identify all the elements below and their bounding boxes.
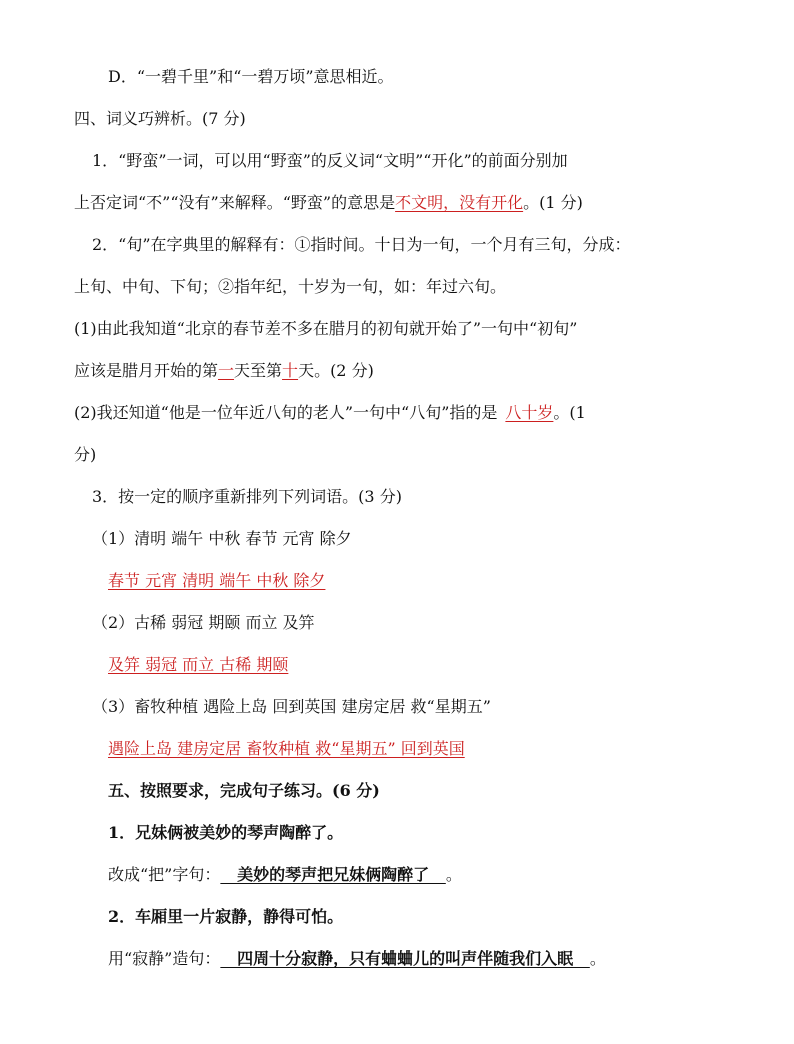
q3-3-answer xyxy=(108,738,465,760)
q3-3-words: （3）畜牧种植 遇险上岛 回到英国 建房定居 救“星期五” xyxy=(92,697,491,716)
s2-prompt: 用“寂静”造句： xyxy=(108,949,221,968)
q3-3-answer-text: 遇险上岛 建房定居 畜牧种植 救“星期五” 回到英国 xyxy=(108,739,465,758)
q3-1-answer-text: 春节 元宵 清明 端午 中秋 除夕 xyxy=(108,571,326,590)
q1-text-cont xyxy=(74,192,583,214)
q2-2-answer: 八十岁 xyxy=(505,403,554,422)
s2-answer: 四周十分寂静，只有蛐蛐儿的叫声伴随我们入眠 xyxy=(220,949,590,968)
q2-2-text-cont: 分) xyxy=(74,445,97,464)
q2-1-middle: 天至第 xyxy=(234,361,283,380)
section-five-heading: 五、按照要求，完成句子练习。(6 分) xyxy=(108,781,380,800)
s1-answer: 美妙的琴声把兄妹俩陶醉了 xyxy=(220,865,446,884)
q2-2-text xyxy=(74,402,586,424)
q1-suffix: 。(1 分) xyxy=(523,193,583,212)
s2-text: 2．车厢里一片寂静，静得可怕。 xyxy=(108,907,344,926)
q2-text-cont: 上旬、中旬、下旬；②指年纪，十岁为一旬，如：年过六旬。 xyxy=(74,277,507,296)
q1-answer: 不文明，没有开化 xyxy=(395,193,524,212)
q1-prefix: 上否定词“不”“没有”来解释。“野蛮”的意思是 xyxy=(74,193,396,212)
q1-text: 1．“野蛮”一词，可以用“野蛮”的反义词“文明”“开化”的前面分别加 xyxy=(92,151,568,170)
q2-1-text: (1)由此我知道“北京的春节差不多在腊月的初旬就开始了”一句中“初旬” xyxy=(74,319,578,338)
q2-2-prefix: (2)我还知道“他是一位年近八旬的老人”一句中“八旬”指的是 xyxy=(74,403,498,422)
q2-1-answer-a: 一 xyxy=(218,361,235,380)
s2-task xyxy=(108,948,606,970)
q2-text: 2．“旬”在字典里的解释有：①指时间。十日为一旬，一个月有三旬，分成： xyxy=(92,235,631,254)
q3-2-answer-text: 及笄 弱冠 而立 古稀 期颐 xyxy=(108,655,289,674)
q2-1-answer-b: 十 xyxy=(282,361,299,380)
q2-1-suffix: 天。(2 分) xyxy=(298,361,374,380)
q2-1-text-cont xyxy=(74,360,374,382)
s1-text: 1．兄妹俩被美妙的琴声陶醉了。 xyxy=(108,823,344,842)
option-d: D．“一碧千里”和“一碧万顷”意思相近。 xyxy=(108,67,394,86)
section-four-heading: 四、词义巧辨析。(7 分) xyxy=(74,109,246,128)
s1-prompt: 改成“把”字句： xyxy=(108,865,221,884)
s2-period: 。 xyxy=(589,949,606,968)
q3-2-words: （2）古稀 弱冠 期颐 而立 及笄 xyxy=(92,613,315,632)
s1-period: 。 xyxy=(445,865,462,884)
q2-1-prefix: 应该是腊月开始的第 xyxy=(74,361,219,380)
s1-task xyxy=(108,864,462,886)
q2-2-suffix: 。(1 xyxy=(553,403,586,422)
q3-2-answer xyxy=(108,654,288,676)
q3-text: 3．按一定的顺序重新排列下列词语。(3 分) xyxy=(92,487,402,506)
q3-1-words: （1）清明 端午 中秋 春节 元宵 除夕 xyxy=(92,529,352,548)
q3-1-answer xyxy=(108,570,325,592)
